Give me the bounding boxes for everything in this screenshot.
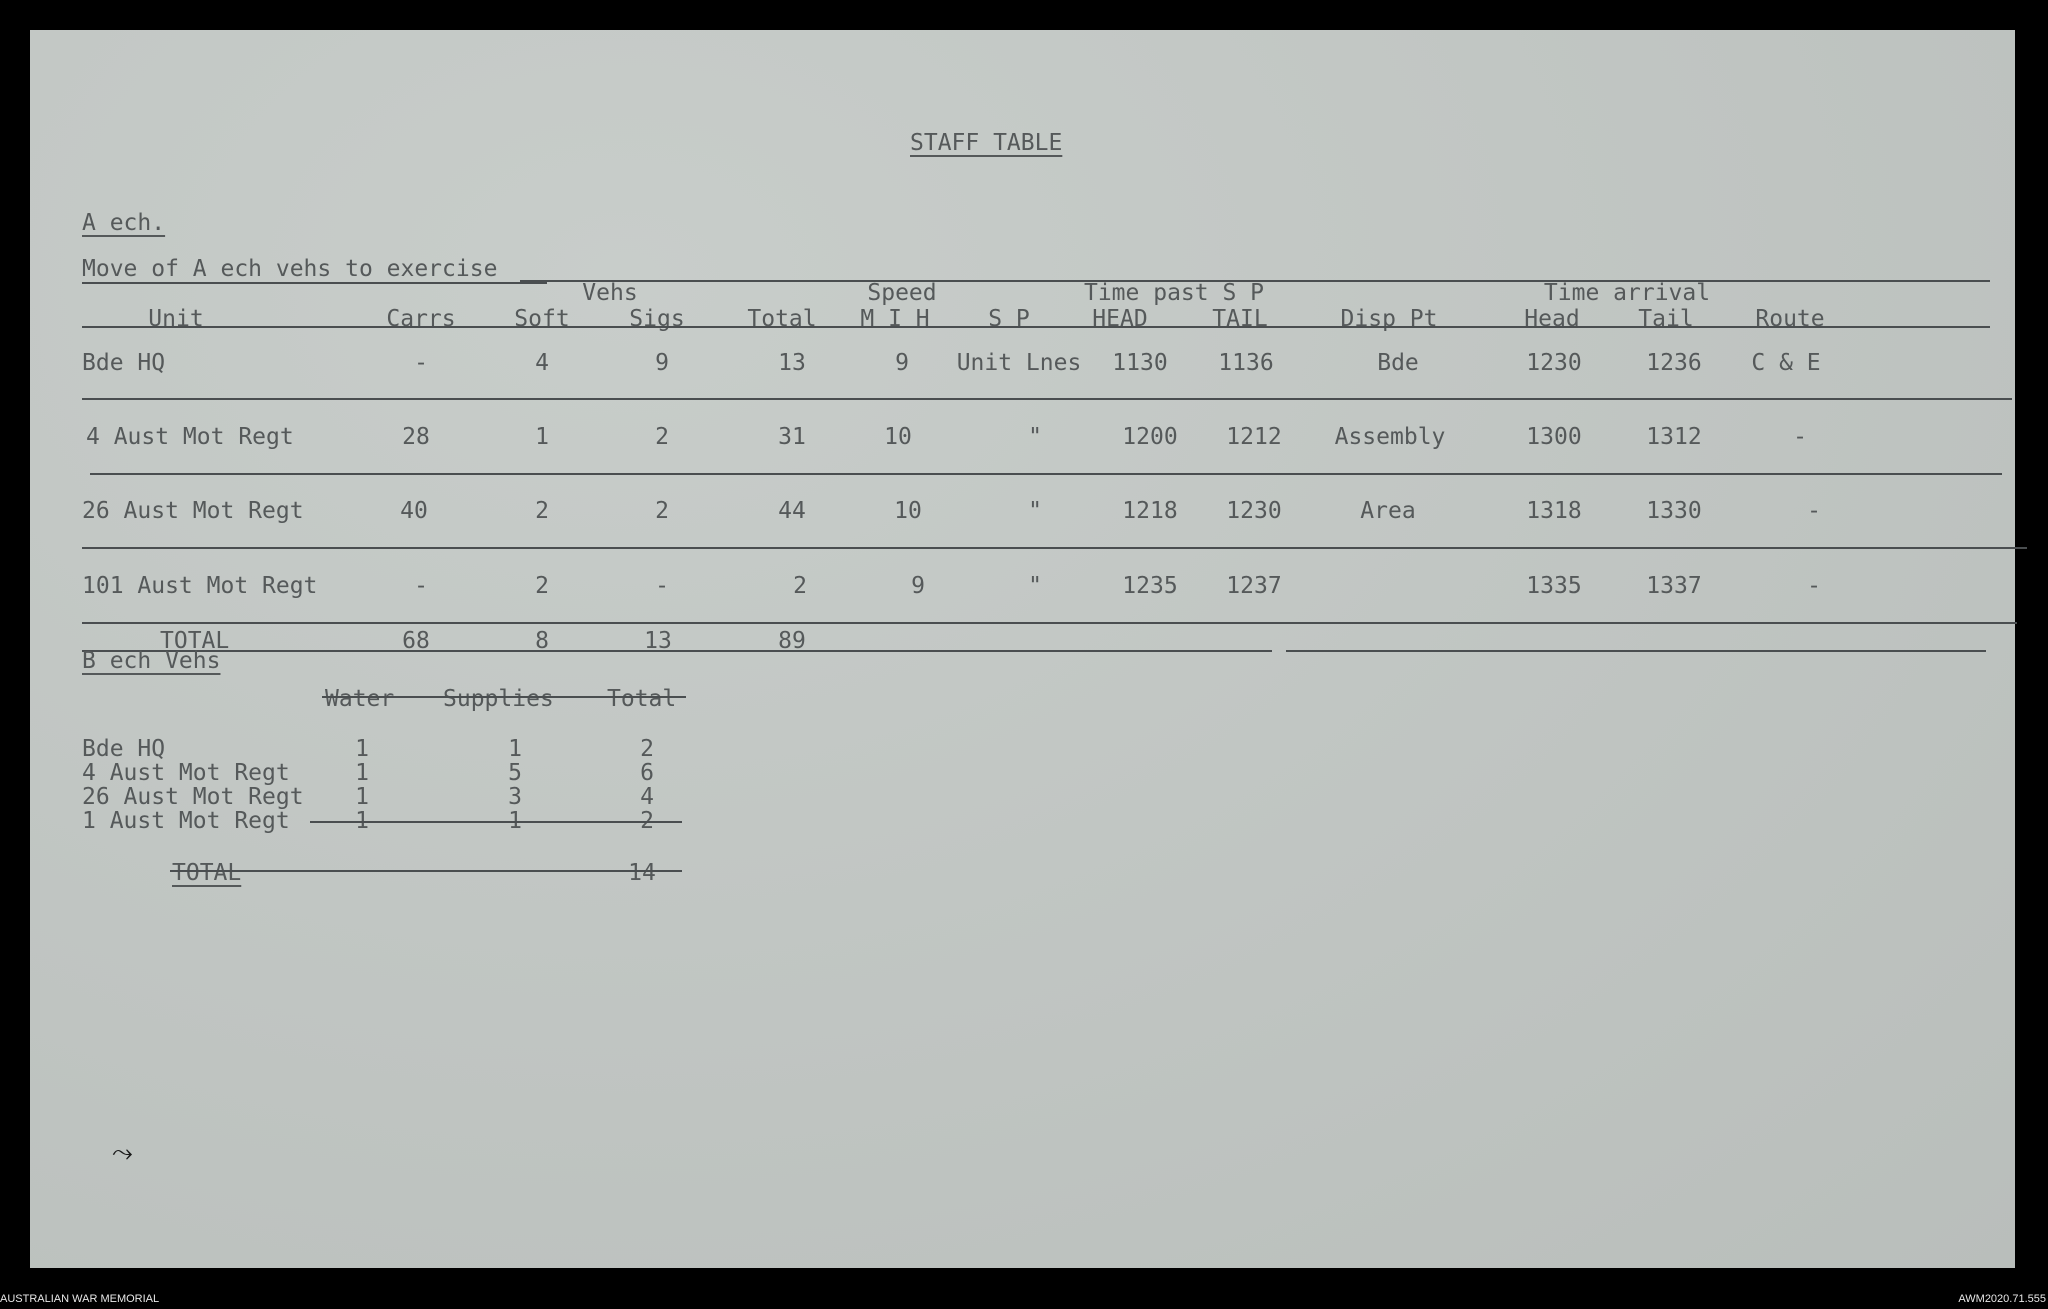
col-header-route: Route	[1755, 306, 1825, 332]
col-header-disp-pt: Disp Pt	[1340, 306, 1438, 332]
row-tail: 1212	[1226, 424, 1282, 450]
row-total: 31	[778, 424, 806, 450]
row-disp-pt: Bde	[1377, 350, 1419, 376]
group-header-time-past-sp: Time past S P	[1083, 280, 1265, 306]
b-total-value: 14	[628, 860, 656, 886]
row-tail: 1237	[1226, 573, 1282, 599]
row-total: 2	[793, 573, 807, 599]
group-header-time-arrival: Time arrival	[1543, 280, 1711, 306]
b-row-unit: 1 Aust Mot Regt	[82, 808, 290, 834]
b-row-water: 1	[355, 784, 369, 810]
b-total-label: TOTAL	[172, 860, 242, 886]
b-row-unit: 26 Aust Mot Regt	[82, 784, 304, 810]
row-tail: 1136	[1218, 350, 1274, 376]
row-head: 1235	[1122, 573, 1178, 599]
section-b-heading: B ech Vehs	[82, 648, 221, 674]
section-a-subheading: Move of A ech vehs to exercise	[82, 256, 498, 282]
row-soft: 4	[535, 350, 549, 376]
row-mih: 9	[895, 350, 909, 376]
row-head: 1218	[1122, 498, 1178, 524]
row-separator	[82, 622, 2017, 624]
col-header-arrival-tail: Tail	[1638, 306, 1694, 332]
row-sigs: -	[655, 573, 669, 599]
paper-damage-mark: ⤳	[112, 1138, 133, 1168]
row-total: 44	[778, 498, 806, 524]
row-total: 13	[778, 350, 806, 376]
row-separator	[90, 473, 2002, 475]
col-header-sigs: Sigs	[629, 306, 685, 332]
group-header-vehs: Vehs	[582, 280, 638, 306]
row-sigs: 9	[655, 350, 669, 376]
row-mih: 9	[911, 573, 925, 599]
total-carrs: 68	[402, 628, 430, 654]
row-soft: 2	[535, 573, 549, 599]
col-header-soft: Soft	[514, 306, 570, 332]
total-soft: 8	[535, 628, 549, 654]
b-row-water: 1	[355, 736, 369, 762]
b-row-total: 4	[640, 784, 654, 810]
b-row-supplies: 1	[508, 808, 522, 834]
row-sigs: 2	[655, 498, 669, 524]
total-total: 89	[778, 628, 806, 654]
col-header-carrs: Carrs	[386, 306, 456, 332]
row-soft: 2	[535, 498, 549, 524]
row-unit: Bde HQ	[82, 350, 166, 376]
document-sheet	[30, 30, 2015, 1268]
row-sp: "	[1028, 498, 1042, 524]
row-tail: 1230	[1226, 498, 1282, 524]
row-unit: 4 Aust Mot Regt	[86, 424, 294, 450]
row-arrival-tail: 1236	[1646, 350, 1702, 376]
b-col-header-total: Total	[607, 686, 677, 712]
page-title: STAFF TABLE	[910, 130, 1063, 156]
row-separator	[82, 398, 2012, 400]
row-mih: 10	[894, 498, 922, 524]
b-row-unit: Bde HQ	[82, 736, 166, 762]
row-carrs: 28	[402, 424, 430, 450]
b-row-total: 2	[640, 808, 654, 834]
total-sigs: 13	[644, 628, 672, 654]
row-arrival-head: 1335	[1526, 573, 1582, 599]
group-header-rule	[520, 280, 1990, 282]
row-carrs: -	[414, 573, 428, 599]
row-sp: "	[1028, 573, 1042, 599]
col-header-head: HEAD	[1092, 306, 1148, 332]
row-unit: 101 Aust Mot Regt	[82, 573, 318, 599]
section-a-heading: A ech.	[82, 210, 166, 236]
footer-right: AWM2020.71.555	[1958, 1293, 2046, 1305]
col-header-tail: TAIL	[1212, 306, 1268, 332]
row-arrival-tail: 1330	[1646, 498, 1702, 524]
row-arrival-tail: 1312	[1646, 424, 1702, 450]
b-row-total: 6	[640, 760, 654, 786]
b-col-header-supplies: Supplies	[443, 686, 554, 712]
row-route: -	[1807, 573, 1821, 599]
b-row-supplies: 3	[508, 784, 522, 810]
col-header-arrival-head: Head	[1524, 306, 1580, 332]
b-header-rule	[322, 696, 686, 698]
row-route: -	[1807, 498, 1821, 524]
row-carrs: 40	[400, 498, 428, 524]
row-disp-pt: Assembly	[1334, 424, 1446, 450]
row-mih: 10	[884, 424, 912, 450]
b-row-unit: 4 Aust Mot Regt	[82, 760, 290, 786]
total-label: TOTAL	[160, 628, 230, 654]
b-row-supplies: 1	[508, 736, 522, 762]
b-row-total: 2	[640, 736, 654, 762]
group-header-speed: Speed	[867, 280, 937, 306]
row-soft: 1	[535, 424, 549, 450]
row-sigs: 2	[655, 424, 669, 450]
footer-left: AUSTRALIAN WAR MEMORIAL	[0, 1293, 160, 1305]
col-header-mih: M I H	[860, 306, 930, 332]
row-carrs: -	[414, 350, 428, 376]
row-route: C & E	[1751, 350, 1821, 376]
col-header-sp: S P	[988, 306, 1030, 332]
row-sp: Unit Lnes	[956, 350, 1082, 376]
row-sp: "	[1028, 424, 1042, 450]
row-arrival-head: 1300	[1526, 424, 1582, 450]
row-head: 1130	[1112, 350, 1168, 376]
row-separator	[82, 547, 2027, 549]
b-row-water: 1	[355, 760, 369, 786]
b-rows-rule	[310, 821, 682, 823]
row-arrival-head: 1230	[1526, 350, 1582, 376]
b-row-supplies: 5	[508, 760, 522, 786]
row-route: -	[1793, 424, 1807, 450]
col-header-total: Total	[747, 306, 817, 332]
b-total-rule	[170, 870, 682, 872]
col-header-unit: Unit	[148, 306, 204, 332]
row-arrival-head: 1318	[1526, 498, 1582, 524]
total-rule-right	[1286, 650, 1986, 652]
row-arrival-tail: 1337	[1646, 573, 1702, 599]
b-col-header-water: Water	[325, 686, 395, 712]
subheading-underline	[82, 282, 547, 284]
row-unit: 26 Aust Mot Regt	[82, 498, 304, 524]
b-row-water: 1	[355, 808, 369, 834]
column-header-rule	[82, 326, 1990, 328]
row-disp-pt: Area	[1360, 498, 1416, 524]
total-rule	[82, 650, 1272, 652]
row-head: 1200	[1122, 424, 1178, 450]
